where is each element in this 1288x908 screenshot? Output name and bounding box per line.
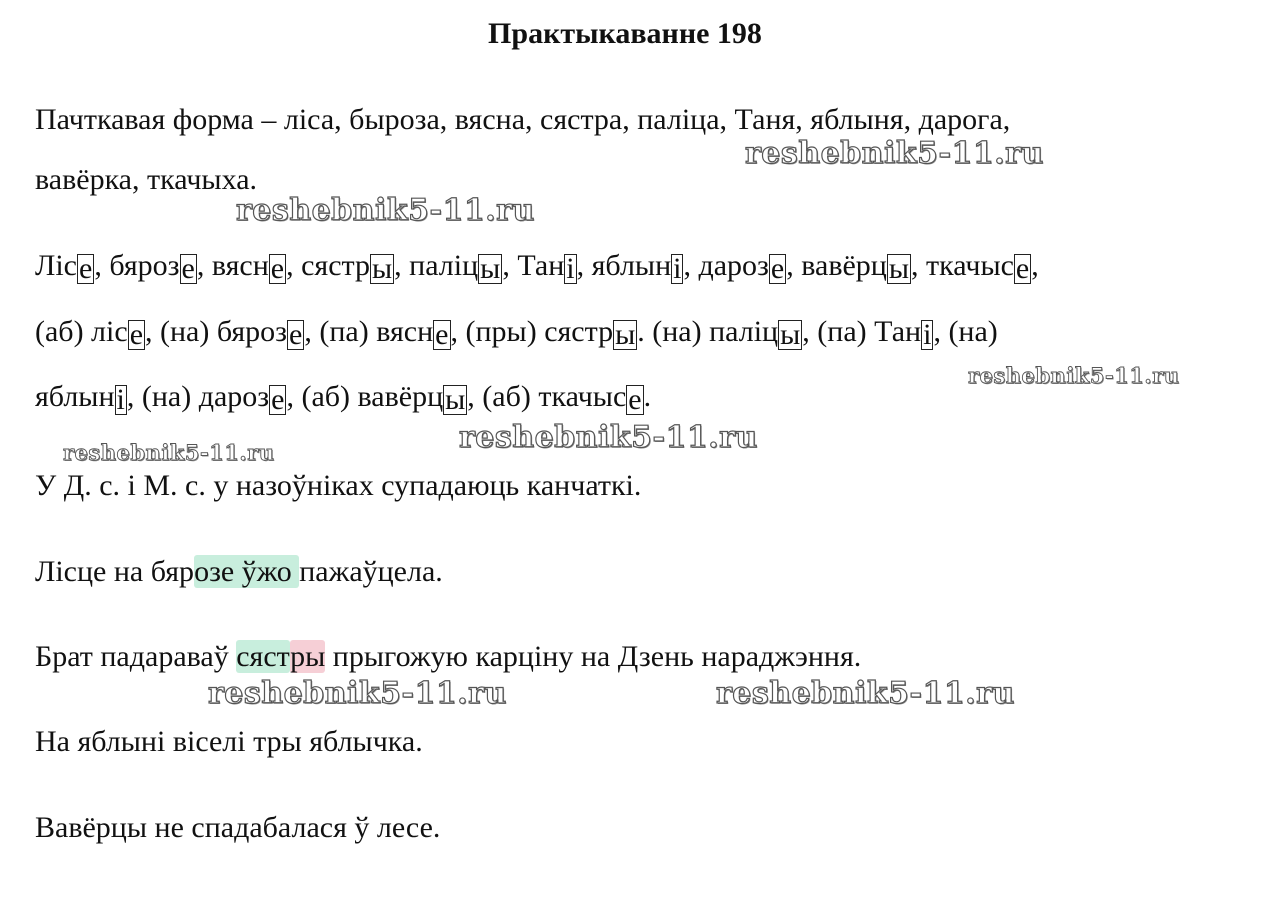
watermark: reshebnik5-11.ru — [716, 676, 1015, 711]
ending-box: і — [673, 252, 682, 285]
highlight-green: озе ўжо — [194, 555, 300, 588]
ending-box: е — [79, 252, 93, 285]
prepositional-forms-line-1: (аб) лісе, (на) бярозе, (па) вясне, (пры) сястры. (на) паліцы, (па) Тані, (на) — [35, 315, 998, 351]
dative-forms-line: Лісе, бярозе, вясне, сястры, паліцы, Тані, яблыні, дарозе, вавёрцы, ткачысе, — [35, 249, 1039, 285]
ending-box: е — [270, 252, 285, 285]
ending-box: і — [566, 252, 575, 285]
watermark: reshebnik5-11.ru — [745, 136, 1044, 171]
ending-box: і — [923, 318, 932, 351]
ending-box: е — [628, 383, 642, 416]
ending-box: ы — [372, 252, 393, 285]
ending-box: е — [289, 318, 303, 351]
sentence-3: На яблыні віселі тры яблычка. — [35, 725, 423, 758]
prepositional-forms-line-2: яблыні, (на) дарозе, (аб) вавёрцы, (аб) ткачысе. — [35, 380, 652, 416]
watermark: reshebnik5-11.ru — [236, 193, 535, 228]
ending-box: ы — [615, 318, 636, 351]
sentence-4: Вавёрцы не спадабалася ў лесе. — [35, 811, 441, 844]
ending-box: е — [181, 252, 195, 285]
initial-form-line-2: вавёрка, ткачыха. — [35, 163, 258, 196]
ending-box: е — [770, 252, 785, 285]
ending-box: ы — [888, 252, 910, 285]
ending-box: ы — [445, 383, 466, 416]
ending-box: е — [271, 383, 285, 416]
watermark: reshebnik5-11.ru — [459, 420, 758, 455]
highlight-pink: ры — [290, 640, 326, 673]
highlight-green: сяст — [236, 640, 291, 673]
watermark: reshebnik5-11.ru — [208, 676, 507, 711]
watermark: reshebnik5-11.ru — [63, 440, 275, 465]
watermark: reshebnik5-11.ru — [968, 363, 1180, 388]
ending-box: ы — [480, 252, 501, 285]
ending-box: ы — [780, 318, 801, 351]
ending-box: і — [116, 383, 125, 416]
ending-box: е — [435, 318, 449, 351]
sentence-2: Брат падараваў сястры прыгожую карціну на Дзень нараджэння. — [35, 640, 862, 673]
sentence-1: Лісце на бярозе ўжо пажаўцела. — [35, 555, 443, 588]
initial-form-line-1: Пачткавая форма – ліса, бырозa, вясна, сястра, паліца, Таня, яблыня, дарога, — [35, 103, 1011, 136]
page-title: Практыкаванне 198 — [488, 17, 762, 50]
ending-box: е — [1015, 252, 1030, 285]
conclusion-line: У Д. с. і М. с. у назоўніках супадаюць канчаткі. — [35, 469, 642, 502]
ending-box: е — [129, 318, 144, 351]
